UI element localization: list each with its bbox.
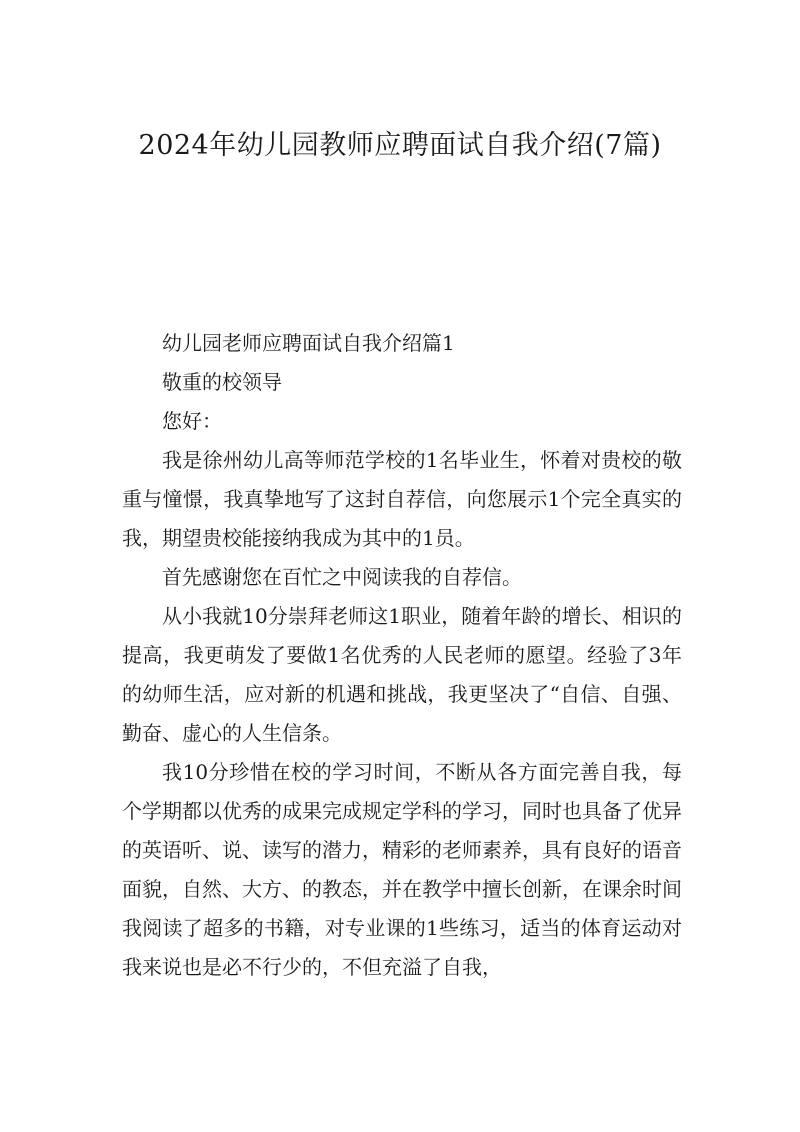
- body-paragraph: 我是徐州幼儿高等师范学校的1名毕业生，怀着对贵校的敬重与憧憬，我真挚地写了这封自荐信，向您展示1个完全真实的我，期望贵校能接纳我成为其中的1员。: [122, 448, 682, 550]
- greeting: 您好：: [162, 409, 222, 433]
- salutation: 敬重的校领导: [162, 370, 282, 394]
- section-heading: 幼儿园老师应聘面试自我介绍篇1: [162, 331, 455, 355]
- document-title: 2024年幼儿园教师应聘面试自我介绍(7篇): [138, 130, 662, 161]
- body-paragraph: 从小我就10分崇拜老师这1职业，随着年龄的增长、相识的提高，我更萌发了要做1名优秀的人民老师的愿望。经验了3年的幼师生活，应对新的机遇和挑战，我更坚决了“自信、自强、勤奋、虚心的人生信条。: [122, 604, 682, 745]
- body-paragraph: 首先感谢您在百忙之中阅读我的自荐信。: [162, 565, 522, 589]
- body-paragraph: 我10分珍惜在校的学习时间，不断从各方面完善自我，每个学期都以优秀的成果完成规定学科的学习，同时也具备了优异的英语听、说、读写的潜力，精彩的老师素养，具有良好的语音面貌，自然、大方、的教态，并在教学中擅长创新，在课余时间我阅读了超多的书籍，对专业课的1些练习，适当的体育运动对我来说也是必不行少的，不但充溢了自我，: [122, 760, 682, 979]
- document-body: [122, 324, 682, 987]
